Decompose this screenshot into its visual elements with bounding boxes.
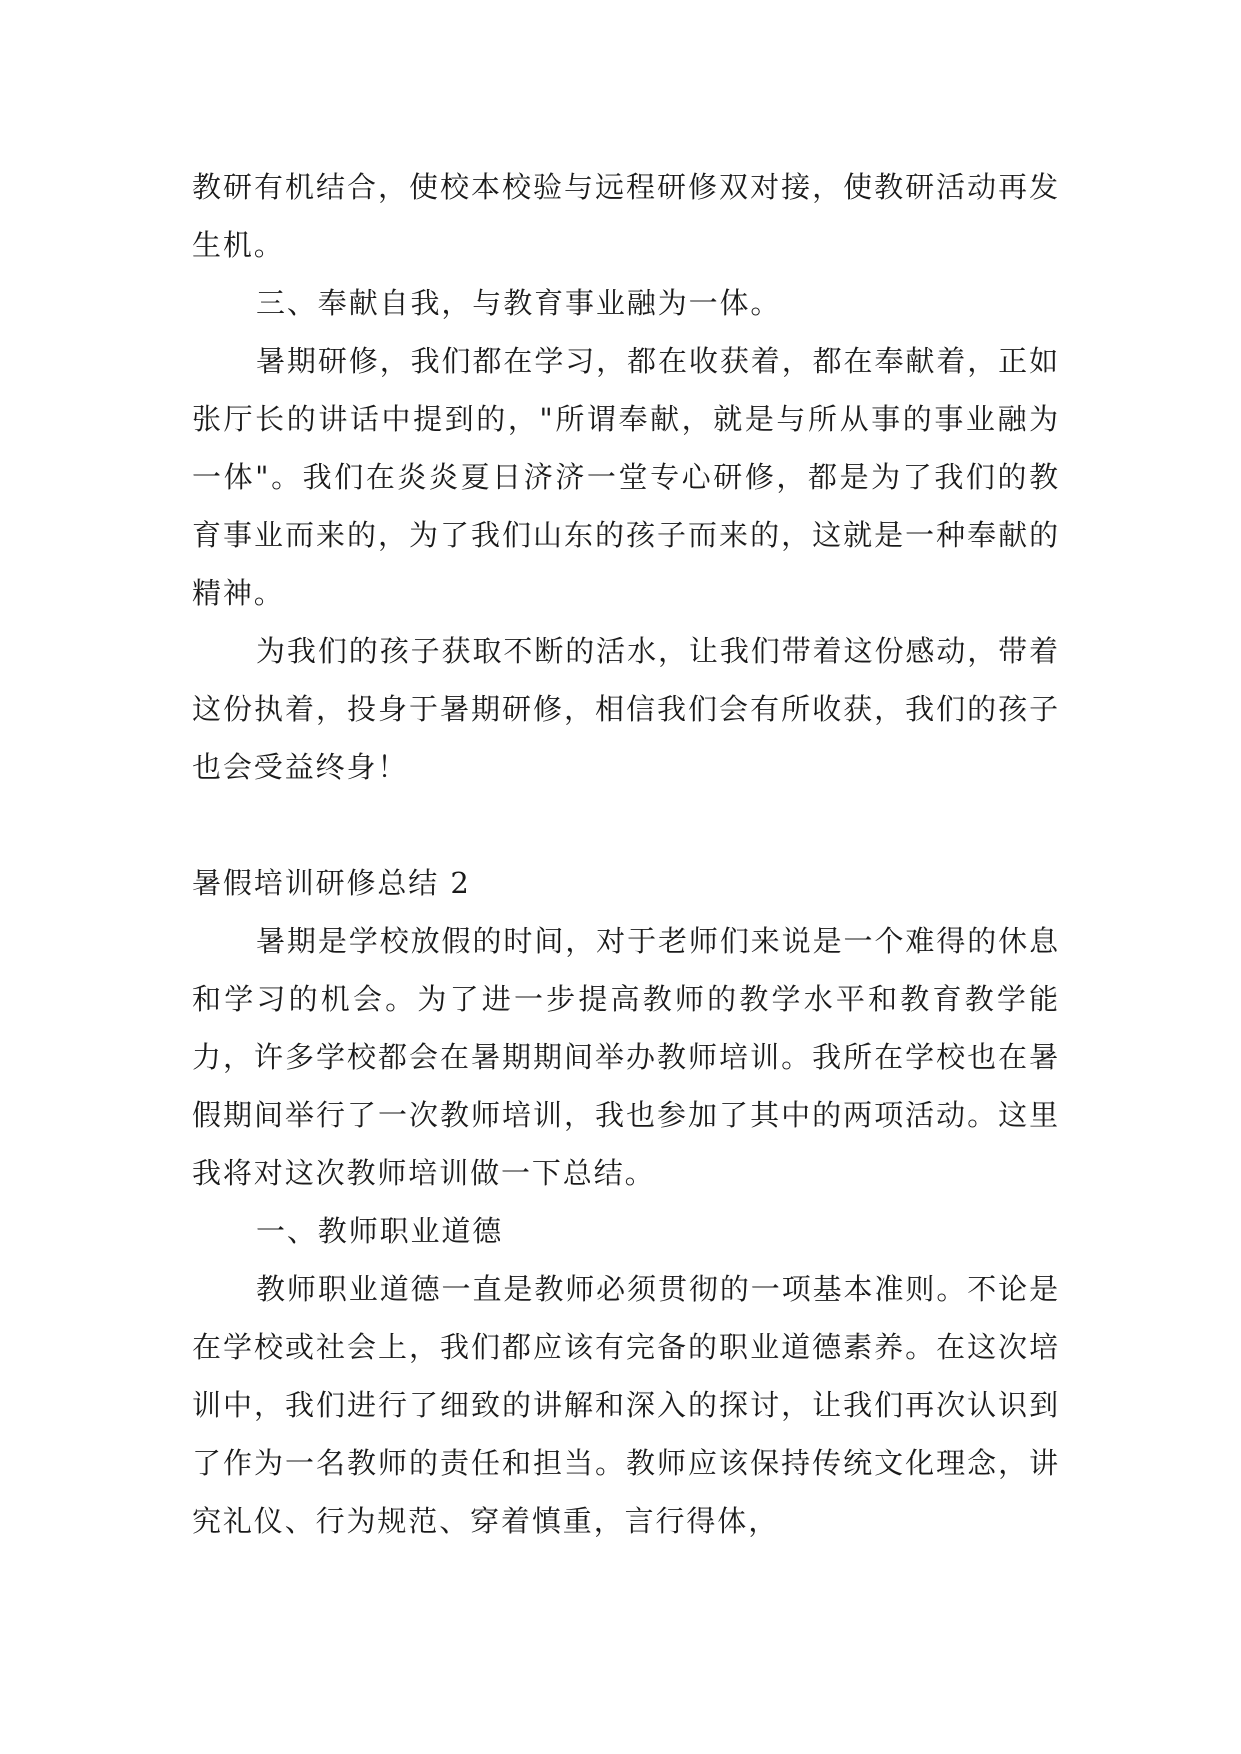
paragraph: 暑期研修，我们都在学习，都在收获着，都在奉献着，正如张厅长的讲话中提到的，"所谓奉献，就是与所从事的事业融为一体"。我们在炎炎夏日济济一堂专心研修，都是为了我们的教育事业而来的，为了我们山东的孩子而来的，这就是一种奉献的精神。: [192, 344, 1060, 610]
document-title: 暑假培训研修总结 2: [192, 866, 471, 900]
paragraph: 为我们的孩子获取不断的活水，让我们带着这份感动，带着这份执着，投身于暑期研修，相信我们会有所收获，我们的孩子也会受益终身！: [192, 634, 1060, 784]
paragraph-continuation: 教研有机结合，使校本校验与远程研修双对接，使教研活动再发生机。: [192, 170, 1060, 262]
section-heading-dedication: 三、奉献自我，与教育事业融为一体。: [256, 286, 782, 320]
paragraph: 教师职业道德一直是教师必须贯彻的一项基本准则。不论是在学校或社会上，我们都应该有完备的职业道德素养。在这次培训中，我们进行了细致的讲解和深入的探讨，让我们再次认识到了作为一名教师的责任和担当。教师应该保持传统文化理念，讲究礼仪、行为规范、穿着慎重，言行得体，: [192, 1272, 1060, 1538]
section-heading-ethics: 一、教师职业道德: [256, 1214, 504, 1248]
document-body: [192, 158, 1060, 1550]
paragraph: 暑期是学校放假的时间，对于老师们来说是一个难得的休息和学习的机会。为了进一步提高教师的教学水平和教育教学能力，许多学校都会在暑期期间举办教师培训。我所在学校也在暑假期间举行了一次教师培训，我也参加了其中的两项活动。这里我将对这次教师培训做一下总结。: [192, 924, 1060, 1190]
